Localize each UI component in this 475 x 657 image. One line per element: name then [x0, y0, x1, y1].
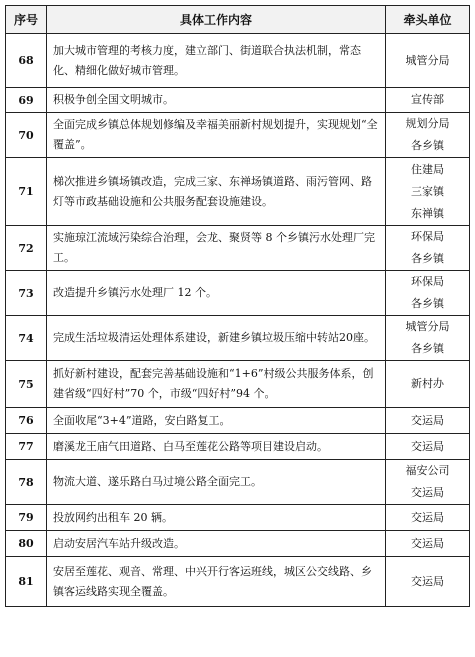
- lead-units: [386, 505, 470, 531]
- header-unit: 牵头单位: [386, 6, 470, 34]
- table-row: [6, 34, 470, 88]
- lead-units: [386, 361, 470, 408]
- lead-units: [386, 460, 470, 505]
- row-number: 74: [6, 316, 47, 361]
- lead-units: [386, 113, 470, 158]
- row-number: 77: [6, 434, 47, 460]
- lead-unit: 环保局: [411, 275, 444, 288]
- task-description: 加大城市管理的考核力度，建立部门、街道联合执法机制，常态化、精细化做好城市管理。: [47, 34, 386, 88]
- lead-unit: 交运局: [411, 486, 444, 499]
- row-number: 79: [6, 505, 47, 531]
- task-description: 投放网约出租车 20 辆。: [47, 505, 386, 531]
- table-row: [6, 226, 470, 271]
- row-number: 71: [6, 158, 47, 226]
- lead-unit: 交运局: [411, 574, 444, 588]
- lead-units: [386, 226, 470, 271]
- lead-unit: 宣传部: [411, 93, 444, 106]
- work-table: [5, 5, 470, 607]
- row-number: 72: [6, 226, 47, 271]
- table-body: [6, 34, 470, 607]
- task-description: 启动安居汽车站升级改造。: [47, 531, 386, 557]
- row-number: 78: [6, 460, 47, 505]
- lead-units: [386, 158, 470, 226]
- table-row: [6, 460, 470, 505]
- task-description: 梯次推进乡镇场镇改造，完成三家、东禅场镇道路、雨污管网、路灯等市政基础设施和公共服务配套设施建设。: [47, 158, 386, 226]
- table-row: [6, 158, 470, 226]
- table-row: [6, 316, 470, 361]
- row-number: 76: [6, 408, 47, 434]
- table-row: [6, 271, 470, 316]
- table-row: [6, 88, 470, 113]
- lead-units: [386, 316, 470, 361]
- row-number: 68: [6, 34, 47, 88]
- table-row: [6, 557, 470, 607]
- lead-unit: 规划分局: [405, 117, 450, 130]
- table-header-row: [6, 6, 470, 34]
- lead-units: [386, 88, 470, 113]
- table-row: [6, 434, 470, 460]
- task-description: 实施琼江流域污染综合治理，会龙、聚贤等 8 个乡镇污水处理厂完工。: [47, 226, 386, 271]
- row-number: 70: [6, 113, 47, 158]
- lead-unit: 城管分局: [405, 53, 450, 67]
- task-description: 改造提升乡镇污水处理厂 12 个。: [47, 271, 386, 316]
- lead-units: [386, 34, 470, 88]
- lead-unit: 交运局: [411, 536, 444, 550]
- table-row: [6, 505, 470, 531]
- lead-unit: 各乡镇: [411, 297, 444, 310]
- lead-units: [386, 271, 470, 316]
- lead-unit: 各乡镇: [411, 139, 444, 152]
- lead-unit: 交运局: [411, 510, 444, 524]
- lead-unit: 交运局: [411, 413, 444, 427]
- lead-unit: 城管分局: [405, 320, 450, 333]
- task-description: 积极争创全国文明城市。: [47, 88, 386, 113]
- row-number: 69: [6, 88, 47, 113]
- row-number: 80: [6, 531, 47, 557]
- header-no: 序号: [6, 6, 47, 34]
- lead-unit: 福安公司: [405, 464, 450, 477]
- task-description: 完成生活垃圾清运处理体系建设，新建乡镇垃圾压缩中转站20座。: [47, 316, 386, 361]
- task-description: 物流大道、遂乐路白马过境公路全面完工。: [47, 460, 386, 505]
- row-number: 75: [6, 361, 47, 408]
- lead-unit: 各乡镇: [411, 342, 444, 355]
- table-row: [6, 531, 470, 557]
- task-description: 全面完成乡镇总体规划修编及幸福美丽新村规划提升，实现规划“全覆盖”。: [47, 113, 386, 158]
- lead-unit: 环保局: [411, 230, 444, 243]
- row-number: 81: [6, 557, 47, 607]
- lead-unit: 新村办: [411, 377, 444, 390]
- lead-unit: 各乡镇: [411, 252, 444, 265]
- table-row: [6, 408, 470, 434]
- row-number: 73: [6, 271, 47, 316]
- lead-unit: 东禅镇: [411, 206, 444, 220]
- table-row: [6, 113, 470, 158]
- lead-units: [386, 408, 470, 434]
- lead-units: [386, 531, 470, 557]
- task-description: 磨溪龙王庙气田道路、白马至莲花公路等项目建设启动。: [47, 434, 386, 460]
- task-description: 全面收尾“3+4”道路，安白路复工。: [47, 408, 386, 434]
- task-description: 安居至莲花、观音、常理、中兴开行客运班线，城区公交线路、乡镇客运线路实现全覆盖。: [47, 557, 386, 607]
- table-row: [6, 361, 470, 408]
- task-description: 抓好新村建设，配套完善基础设施和“1+6”村级公共服务体系，创建省级“四好村”70 个，市级“四好村”94 个。: [47, 361, 386, 408]
- lead-unit: 住建局: [411, 162, 444, 176]
- lead-units: [386, 557, 470, 607]
- lead-unit: 三家镇: [411, 184, 444, 198]
- lead-units: [386, 434, 470, 460]
- lead-unit: 交运局: [411, 439, 444, 453]
- header-task: 具体工作内容: [47, 6, 386, 34]
